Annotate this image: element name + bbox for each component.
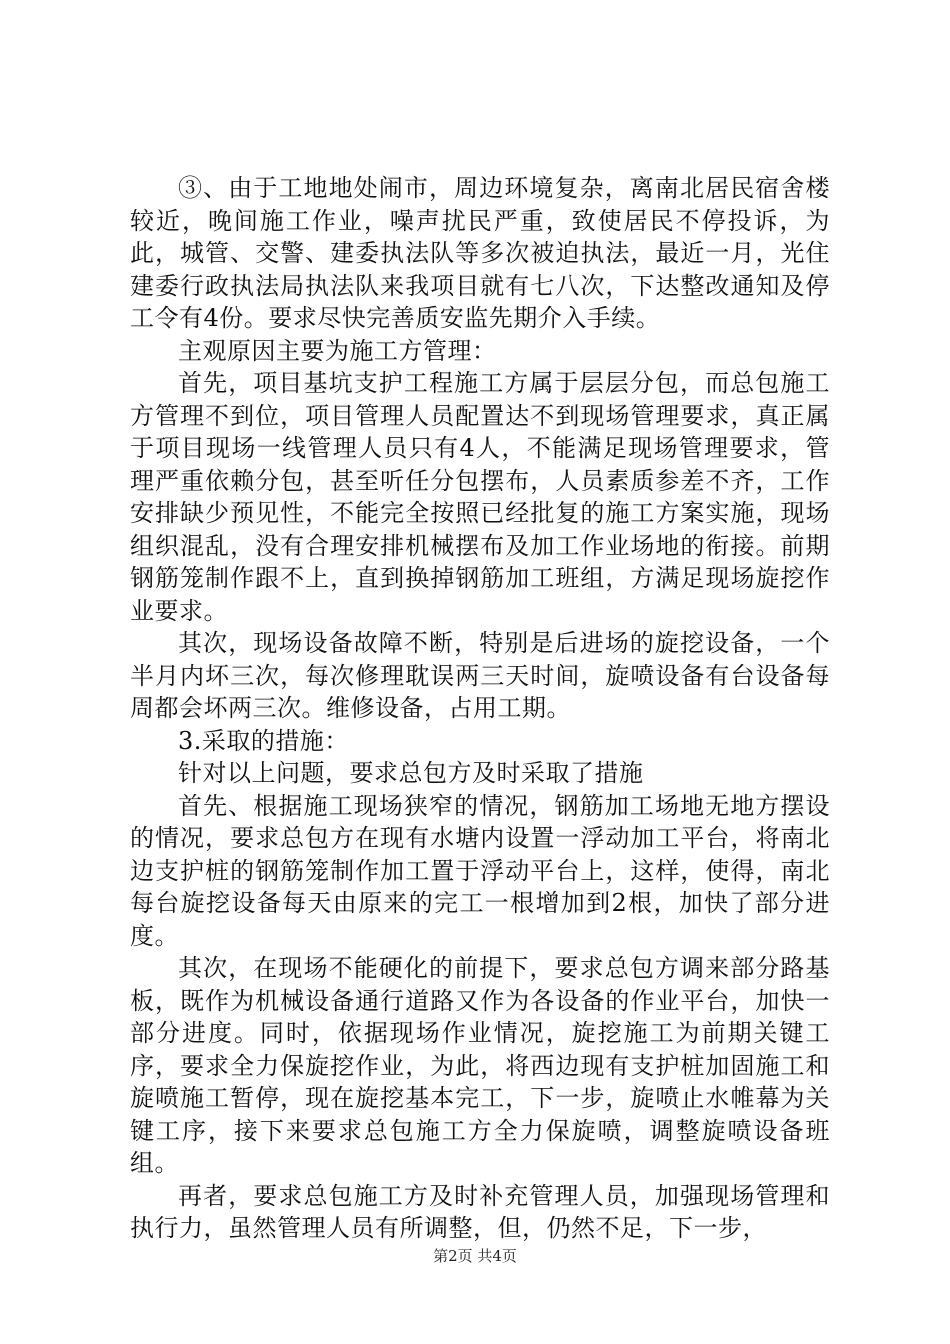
paragraph-second-equipment: 其次，现场设备故障不断，特别是后进场的旋挖设备，一个半月内坏三次，每次修理耽误两三天时间，旋喷设备有台设备每周都会坏两三次。维修设备，占用工期。: [130, 629, 830, 722]
document-body: [130, 172, 830, 1245]
paragraph-measures-intro: 针对以上问题，要求总包方及时采取了措施: [178, 759, 644, 787]
paragraph-first-management: 首先，项目基坑支护工程施工方属于层层分包，而总包施工方管理不到位，项目管理人员配置达不到现场管理要求，真正属于项目现场一线管理人员只有4人，不能满足现场管理要求，管理严重依赖分包，甚至听任分包摆布，人员素质参差不齐，工作安排缺少预见性，不能完全按照已经批复的施工方案实施，现场组织混乱，没有合理安排机械摆布及加工作业场地的衔接。前期钢筋笼制作跟不上，直到换掉钢筋加工班组，方满足现场旋挖作业要求。: [130, 369, 830, 625]
paragraph-objective-cause-3: ③、由于工地地处闹市，周边环境复杂，离南北居民宿舍楼较近，晚间施工作业，噪声扰民严重，致使居民不停投诉，为此，城管、交警、建委执法队等多次被迫执法，最近一月，光住建委行政执法局执法队来我项目就有七八次，下达整改通知及停工令有4份。要求尽快完善质安监先期介入手续。: [130, 174, 830, 332]
paragraph-subjective-cause-heading: 主观原因主要为施工方管理：: [178, 336, 497, 365]
section-heading-measures: 3.采取的措施：: [178, 726, 349, 755]
paragraph-measure-first: 首先、根据施工现场狭窄的情况，钢筋加工场地无地方摆设的情况，要求总包方在现有水塘内设置一浮动加工平台，将南北边支护桩的钢筋笼制作加工置于浮动平台上，这样，使得，南北每台旋挖设备每天由原来的完工一根增加到2根，加快了部分进度。: [130, 791, 830, 950]
page-footer: 第2页 共4页: [433, 1247, 517, 1265]
paragraph-measure-third: 再者，要求总包施工方及时补充管理人员，加强现场管理和执行力，虽然管理人员有所调整，但，仍然不足，下一步，: [130, 1181, 830, 1242]
paragraph-measure-second: 其次，在现场不能硬化的前提下，要求总包方调来部分路基板，既作为机械设备通行道路又作为各设备的作业平台，加快一部分进度。同时，依据现场作业情况，旋挖施工为前期关键工序，要求全力保旋挖作业，为此，将西边现有支护桩加固施工和旋喷施工暂停，现在旋挖基本完工，下一步，旋喷止水帷幕为关键工序，接下来要求总包施工方全力保旋喷，调整旋喷设备班组。: [130, 954, 830, 1177]
